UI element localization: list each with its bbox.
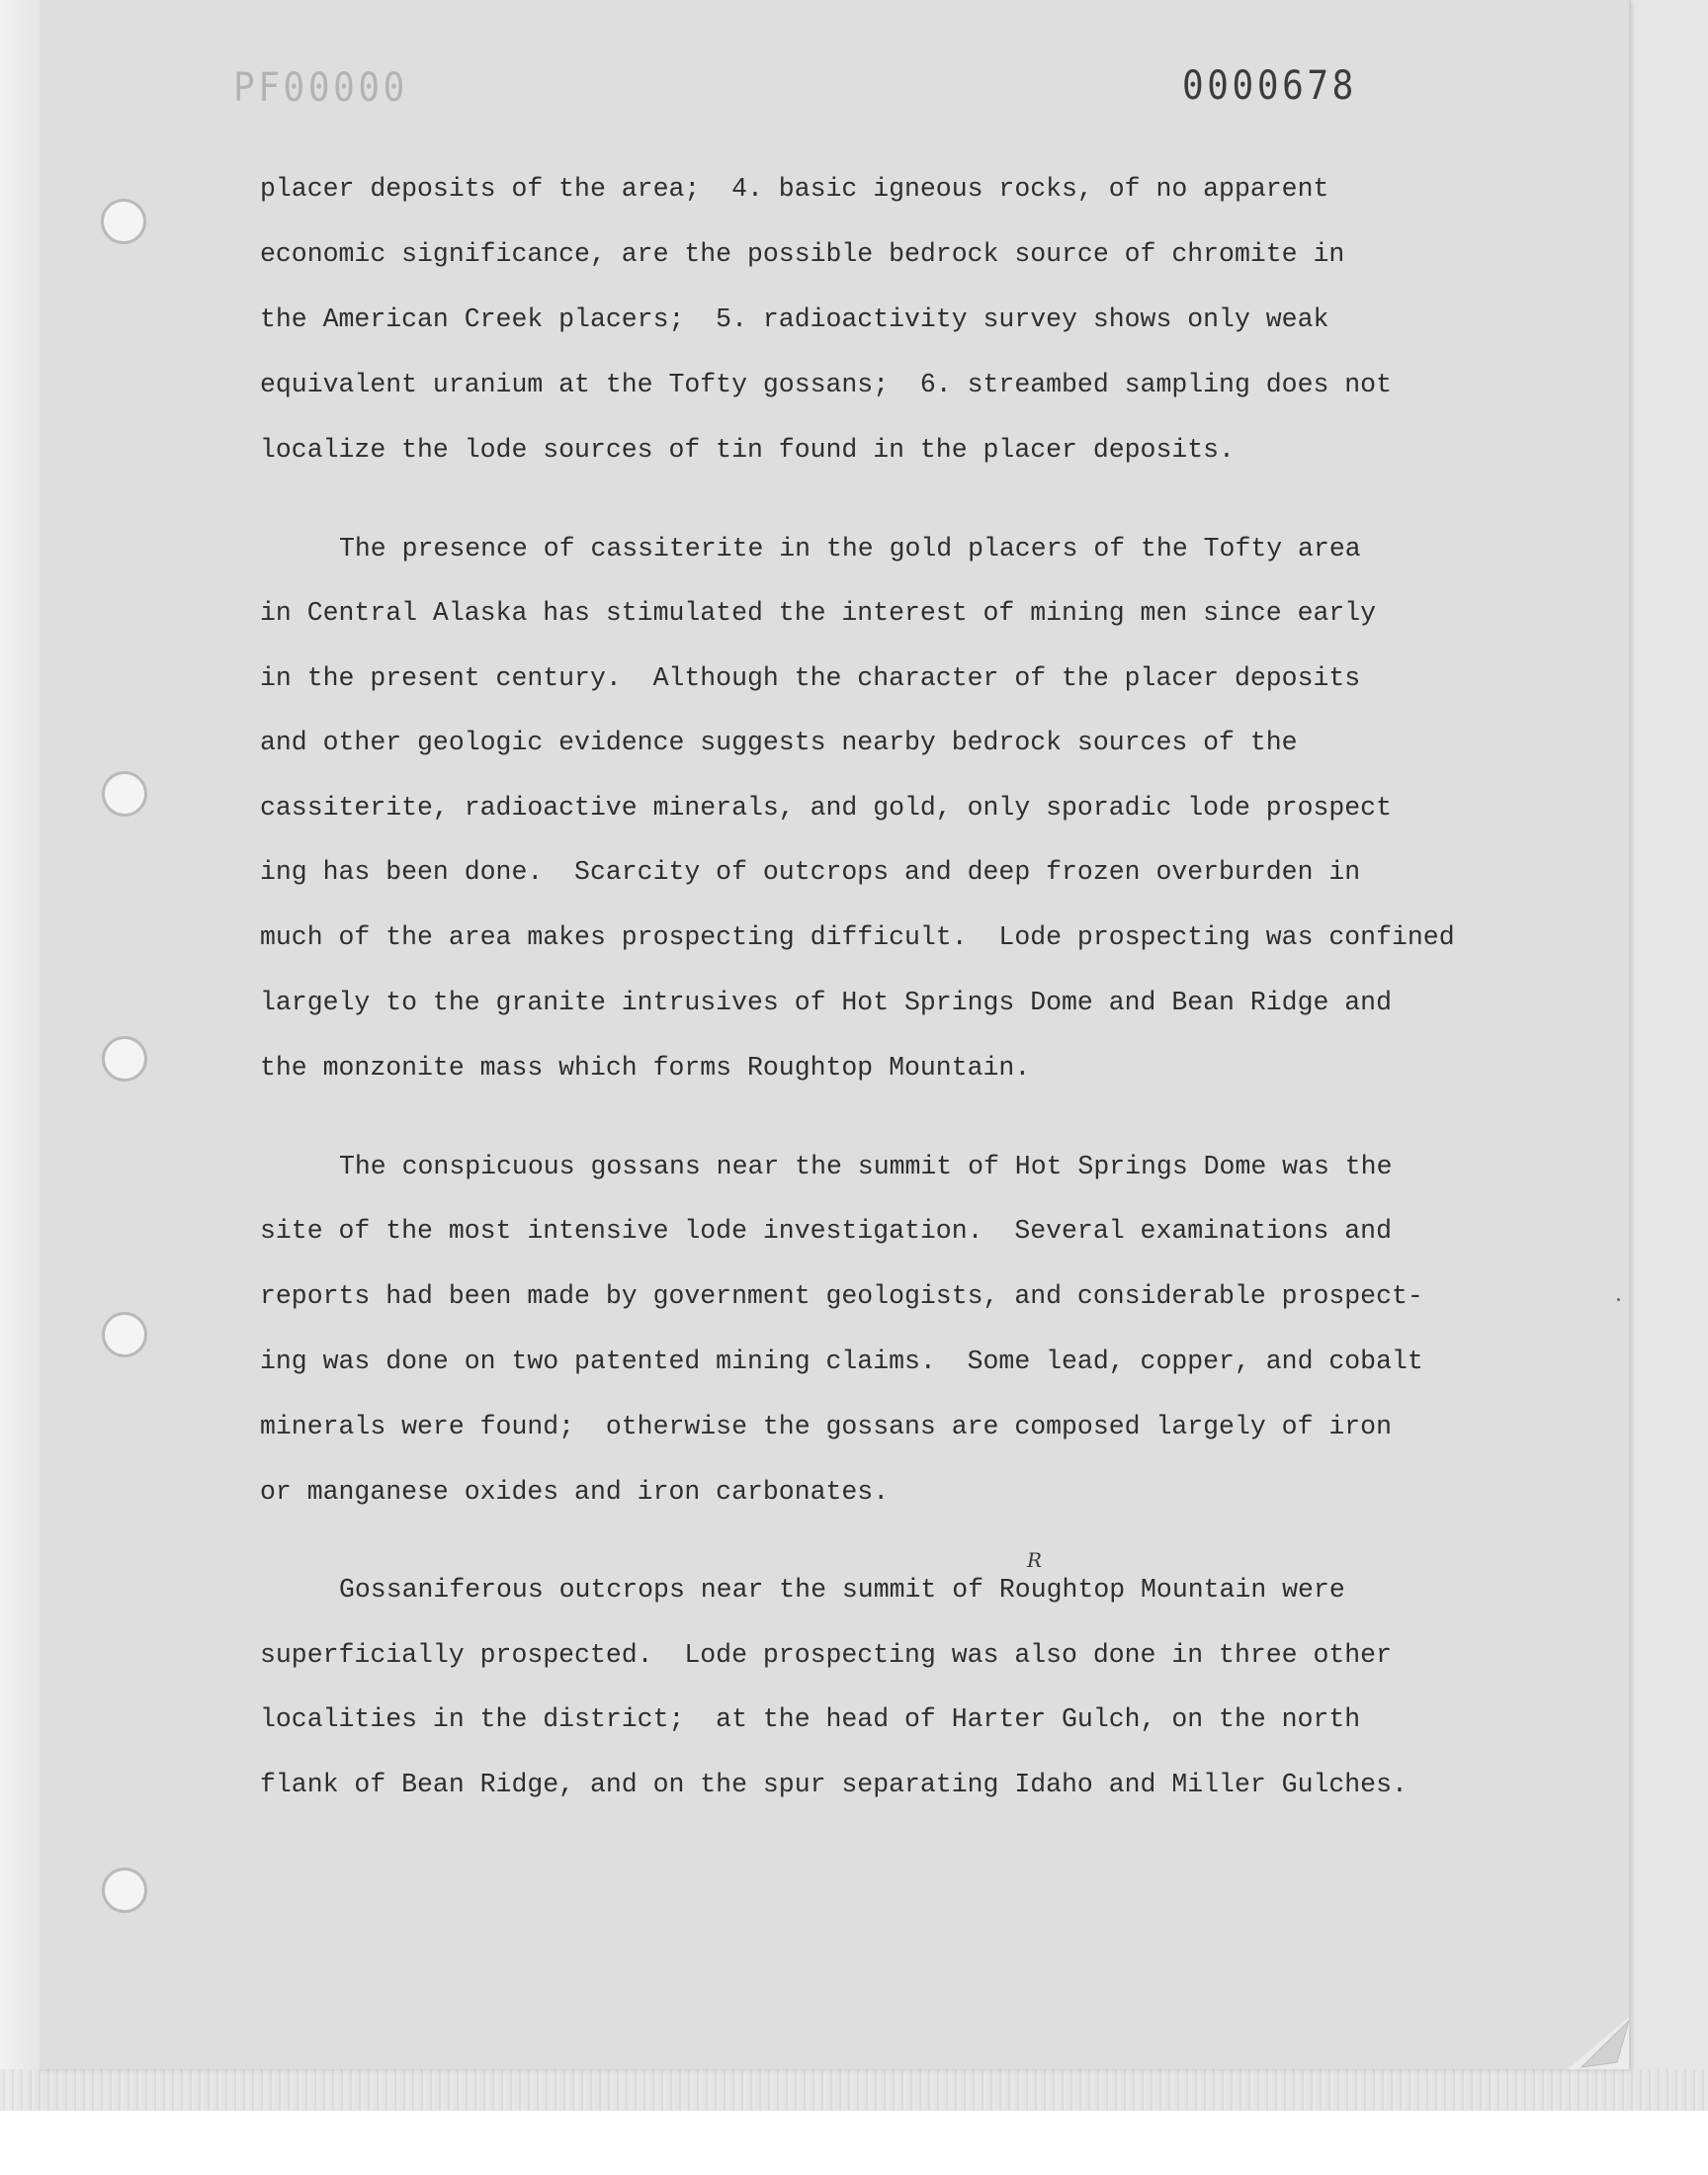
punch-hole-5 bbox=[102, 1868, 147, 1913]
text-line: in the present century. Although the character of the placer deposits bbox=[260, 663, 1361, 693]
punch-hole-3 bbox=[102, 1036, 147, 1082]
text-line: The presence of cassiterite in the gold placers of the Tofty area bbox=[339, 534, 1361, 564]
punch-hole-2 bbox=[102, 771, 147, 817]
punch-hole-1 bbox=[101, 199, 146, 244]
text-line: Gossaniferous outcrops near the summit of Roughtop Mountain were bbox=[339, 1575, 1345, 1605]
text-line: in Central Alaska has stimulated the interest of mining men since early bbox=[260, 598, 1377, 628]
text-line: equivalent uranium at the Tofty gossans; 6. streambed sampling does not bbox=[260, 370, 1392, 399]
text-line: ing was done on two patented mining claims. Some lead, copper, and cobalt bbox=[260, 1347, 1423, 1376]
handwritten-correction: R bbox=[1027, 1548, 1043, 1572]
text-line: cassiterite, radioactive minerals, and gold, only sporadic lode prospect bbox=[260, 793, 1392, 823]
scan-left-edge bbox=[0, 0, 40, 2111]
text-line: the American Creek placers; 5. radioactivity survey shows only weak bbox=[260, 304, 1329, 334]
text-line: The conspicuous gossans near the summit of Hot Springs Dome was the bbox=[339, 1152, 1393, 1181]
text-line: much of the area makes prospecting difficult. Lode prospecting was confined bbox=[260, 922, 1455, 952]
text-line: or manganese oxides and iron carbonates. bbox=[260, 1477, 890, 1507]
text-line: placer deposits of the area; 4. basic igneous rocks, of no apparent bbox=[260, 174, 1329, 204]
page-number-stamp: 0000678 bbox=[1182, 63, 1357, 109]
text-line: largely to the granite intrusives of Hot Springs Dome and Bean Ridge and bbox=[260, 988, 1392, 1017]
text-line: superficially prospected. Lode prospecting was also done in three other bbox=[260, 1640, 1392, 1670]
paper-speck bbox=[1617, 1298, 1620, 1301]
folded-corner-icon bbox=[1568, 2017, 1629, 2069]
text-line: the monzonite mass which forms Roughtop Mountain. bbox=[260, 1053, 1031, 1083]
text-line: ing has been done. Scarcity of outcrops and deep frozen overburden in bbox=[260, 857, 1361, 887]
text-line: reports had been made by government geologists, and considerable prospect- bbox=[260, 1281, 1423, 1311]
text-line: flank of Bean Ridge, and on the spur separating Idaho and Miller Gulches. bbox=[260, 1770, 1408, 1799]
punch-hole-4 bbox=[102, 1312, 147, 1357]
scanner-bottom-strip bbox=[0, 2069, 1708, 2111]
text-line: localities in the district; at the head of Harter Gulch, on the north bbox=[260, 1704, 1361, 1734]
text-line: minerals were found; otherwise the gossans are composed largely of iron bbox=[260, 1412, 1392, 1441]
text-line: and other geologic evidence suggests nearby bedrock sources of the bbox=[260, 728, 1298, 757]
faint-stamp: PF00000 bbox=[233, 65, 408, 111]
text-line: site of the most intensive lode investigation. Several examinations and bbox=[260, 1216, 1392, 1246]
text-line: economic significance, are the possible bedrock source of chromite in bbox=[260, 239, 1345, 269]
text-line: localize the lode sources of tin found in the placer deposits. bbox=[260, 435, 1235, 465]
